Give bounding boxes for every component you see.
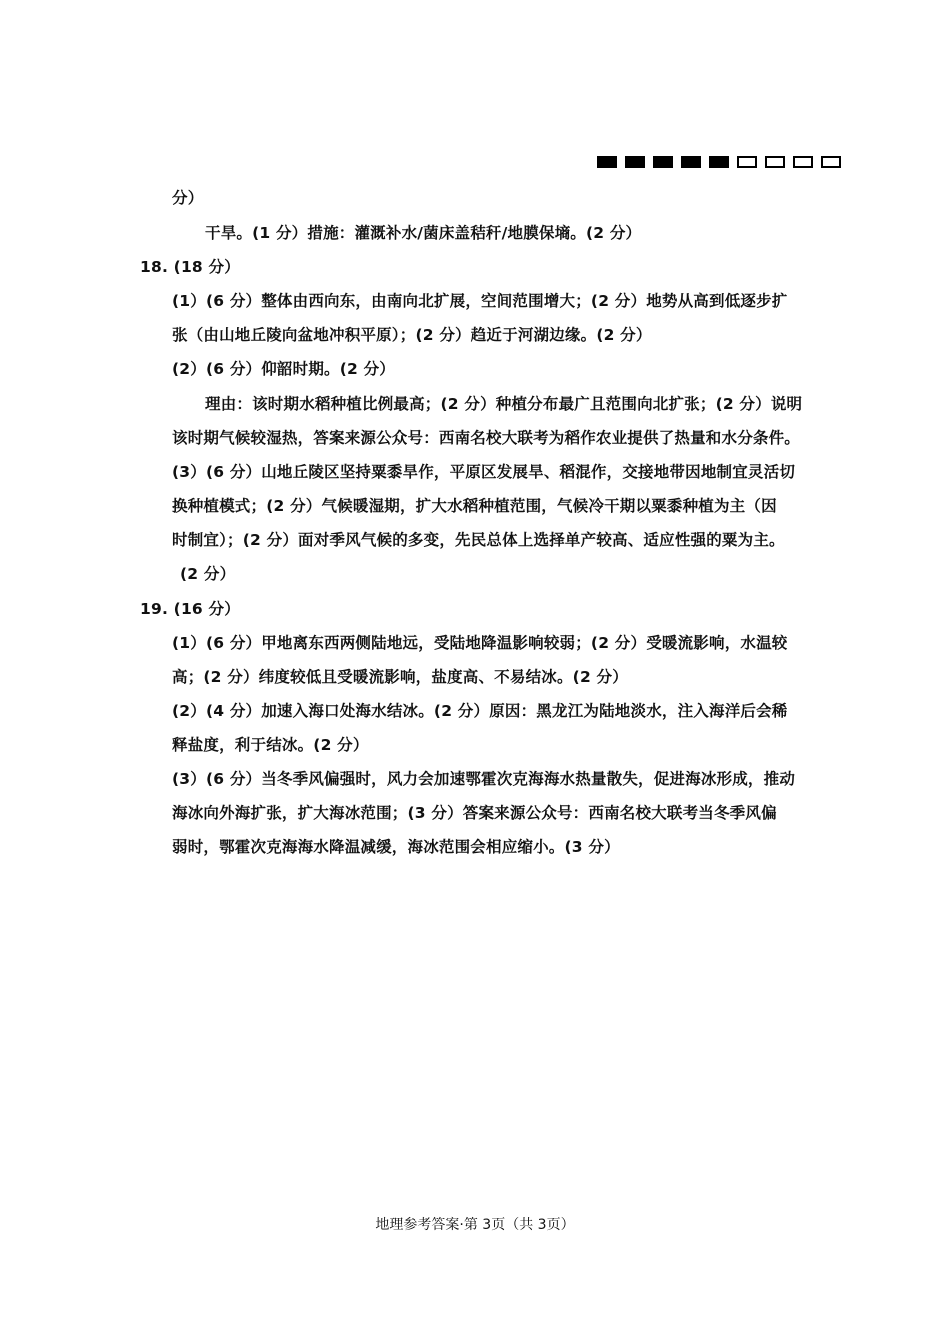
- text-line: 高；(2 分）纬度较低且受暖流影响，盐度高、不易结冰。(2 分）: [172, 668, 628, 686]
- text-line: 分）: [172, 189, 204, 207]
- page-progress-indicator: [597, 156, 841, 168]
- text-line: (3）(6 分）当冬季风偏强时，风力会加速鄂霍次克海海水热量散失，促进海冰形成，推动: [172, 770, 796, 788]
- progress-box-filled: [625, 156, 645, 168]
- text-line: 19. (16 分）: [140, 600, 240, 618]
- progress-box-empty: [737, 156, 757, 168]
- text-line: 18. (18 分）: [140, 258, 240, 276]
- text-line: 弱时，鄂霍次克海海水降温减缓，海冰范围会相应缩小。(3 分）: [172, 838, 620, 856]
- page-footer: 地理参考答案·第 3页（共 3页）: [375, 1217, 575, 1233]
- text-line: (2 分）: [180, 565, 236, 583]
- progress-box-filled: [597, 156, 617, 168]
- text-line: 时制宜）；(2 分）面对季风气候的多变，先民总体上选择单产较高、适应性强的粟为主。: [172, 531, 785, 549]
- text-line: (1）(6 分）整体由西向东，由南向北扩展，空间范围增大；(2 分）地势从高到低逐步扩: [172, 292, 788, 310]
- text-line: 释盐度，利于结冰。(2 分）: [172, 736, 369, 754]
- text-line: (2）(4 分）加速入海口处海水结冰。(2 分）原因：黑龙江为陆地淡水，注入海洋后会稀: [172, 702, 788, 720]
- progress-box-empty: [821, 156, 841, 168]
- text-line: 换种植模式；(2 分）气候暖湿期，扩大水稻种植范围，气候冷干期以粟黍种植为主（因: [172, 497, 777, 515]
- progress-box-filled: [653, 156, 673, 168]
- text-line: (1）(6 分）甲地离东西两侧陆地远，受陆地降温影响较弱；(2 分）受暖流影响，水温较: [172, 634, 788, 652]
- text-line: (3）(6 分）山地丘陵区坚持粟黍旱作，平原区发展旱、稻混作，交接地带因地制宜灵活切: [172, 463, 796, 481]
- progress-box-empty: [793, 156, 813, 168]
- progress-box-empty: [765, 156, 785, 168]
- text-line: 海冰向外海扩张，扩大海冰范围；(3 分）答案来源公众号：西南名校大联考当冬季风偏: [172, 804, 777, 822]
- text-line: 该时期气候较湿热，答案来源公众号：西南名校大联考为稻作农业提供了热量和水分条件。: [172, 429, 801, 447]
- text-line: (2）(6 分）仰韶时期。(2 分）: [172, 360, 395, 378]
- progress-box-filled: [681, 156, 701, 168]
- text-line: 张（由山地丘陵向盆地冲积平原）；(2 分）趋近于河湖边缘。(2 分）: [172, 326, 652, 344]
- text-line: 干旱。(1 分）措施：灌溉补水/菌床盖秸秆/地膜保墒。(2 分）: [205, 224, 642, 242]
- progress-box-filled: [709, 156, 729, 168]
- text-line: 理由：该时期水稻种植比例最高；(2 分）种植分布最广且范围向北扩张；(2 分）说明: [205, 395, 803, 413]
